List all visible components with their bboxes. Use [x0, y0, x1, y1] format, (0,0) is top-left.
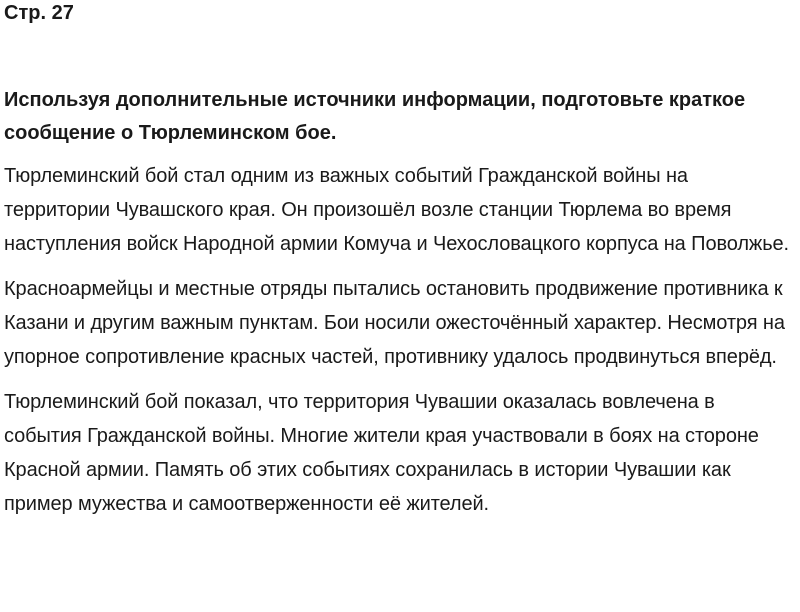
paragraph-3: Тюрлеминский бой показал, что территория Чувашии оказалась вовлечена в события Гражданской войны. Многие жители края участвовали в боях на стороне Красной армии. Память об этих событиях сохранилась в истории Чувашии как пример мужества и самоотверженности её жителей.: [4, 391, 759, 515]
task-heading: Используя дополнительные источники информации, подготовьте краткое сообщение о Тюрлеминском бое.: [4, 89, 746, 144]
document-page: [4, 0, 796, 521]
paragraph-1: Тюрлеминский бой стал одним из важных событий Гражданской войны на территории Чувашского края. Он произошёл возле станции Тюрлема во время наступления войск Народной армии Комуча и Чехословацкого корпуса на Поволжье.: [4, 165, 789, 255]
page-number: Стр. 27: [4, 2, 74, 24]
paragraph-2: Красноармейцы и местные отряды пытались остановить продвижение противника к Казани и другим важным пунктам. Бои носили ожесточённый характер. Несмотря на упорное сопротивление красных частей, противнику удалось продвинуться вперёд.: [4, 278, 785, 368]
